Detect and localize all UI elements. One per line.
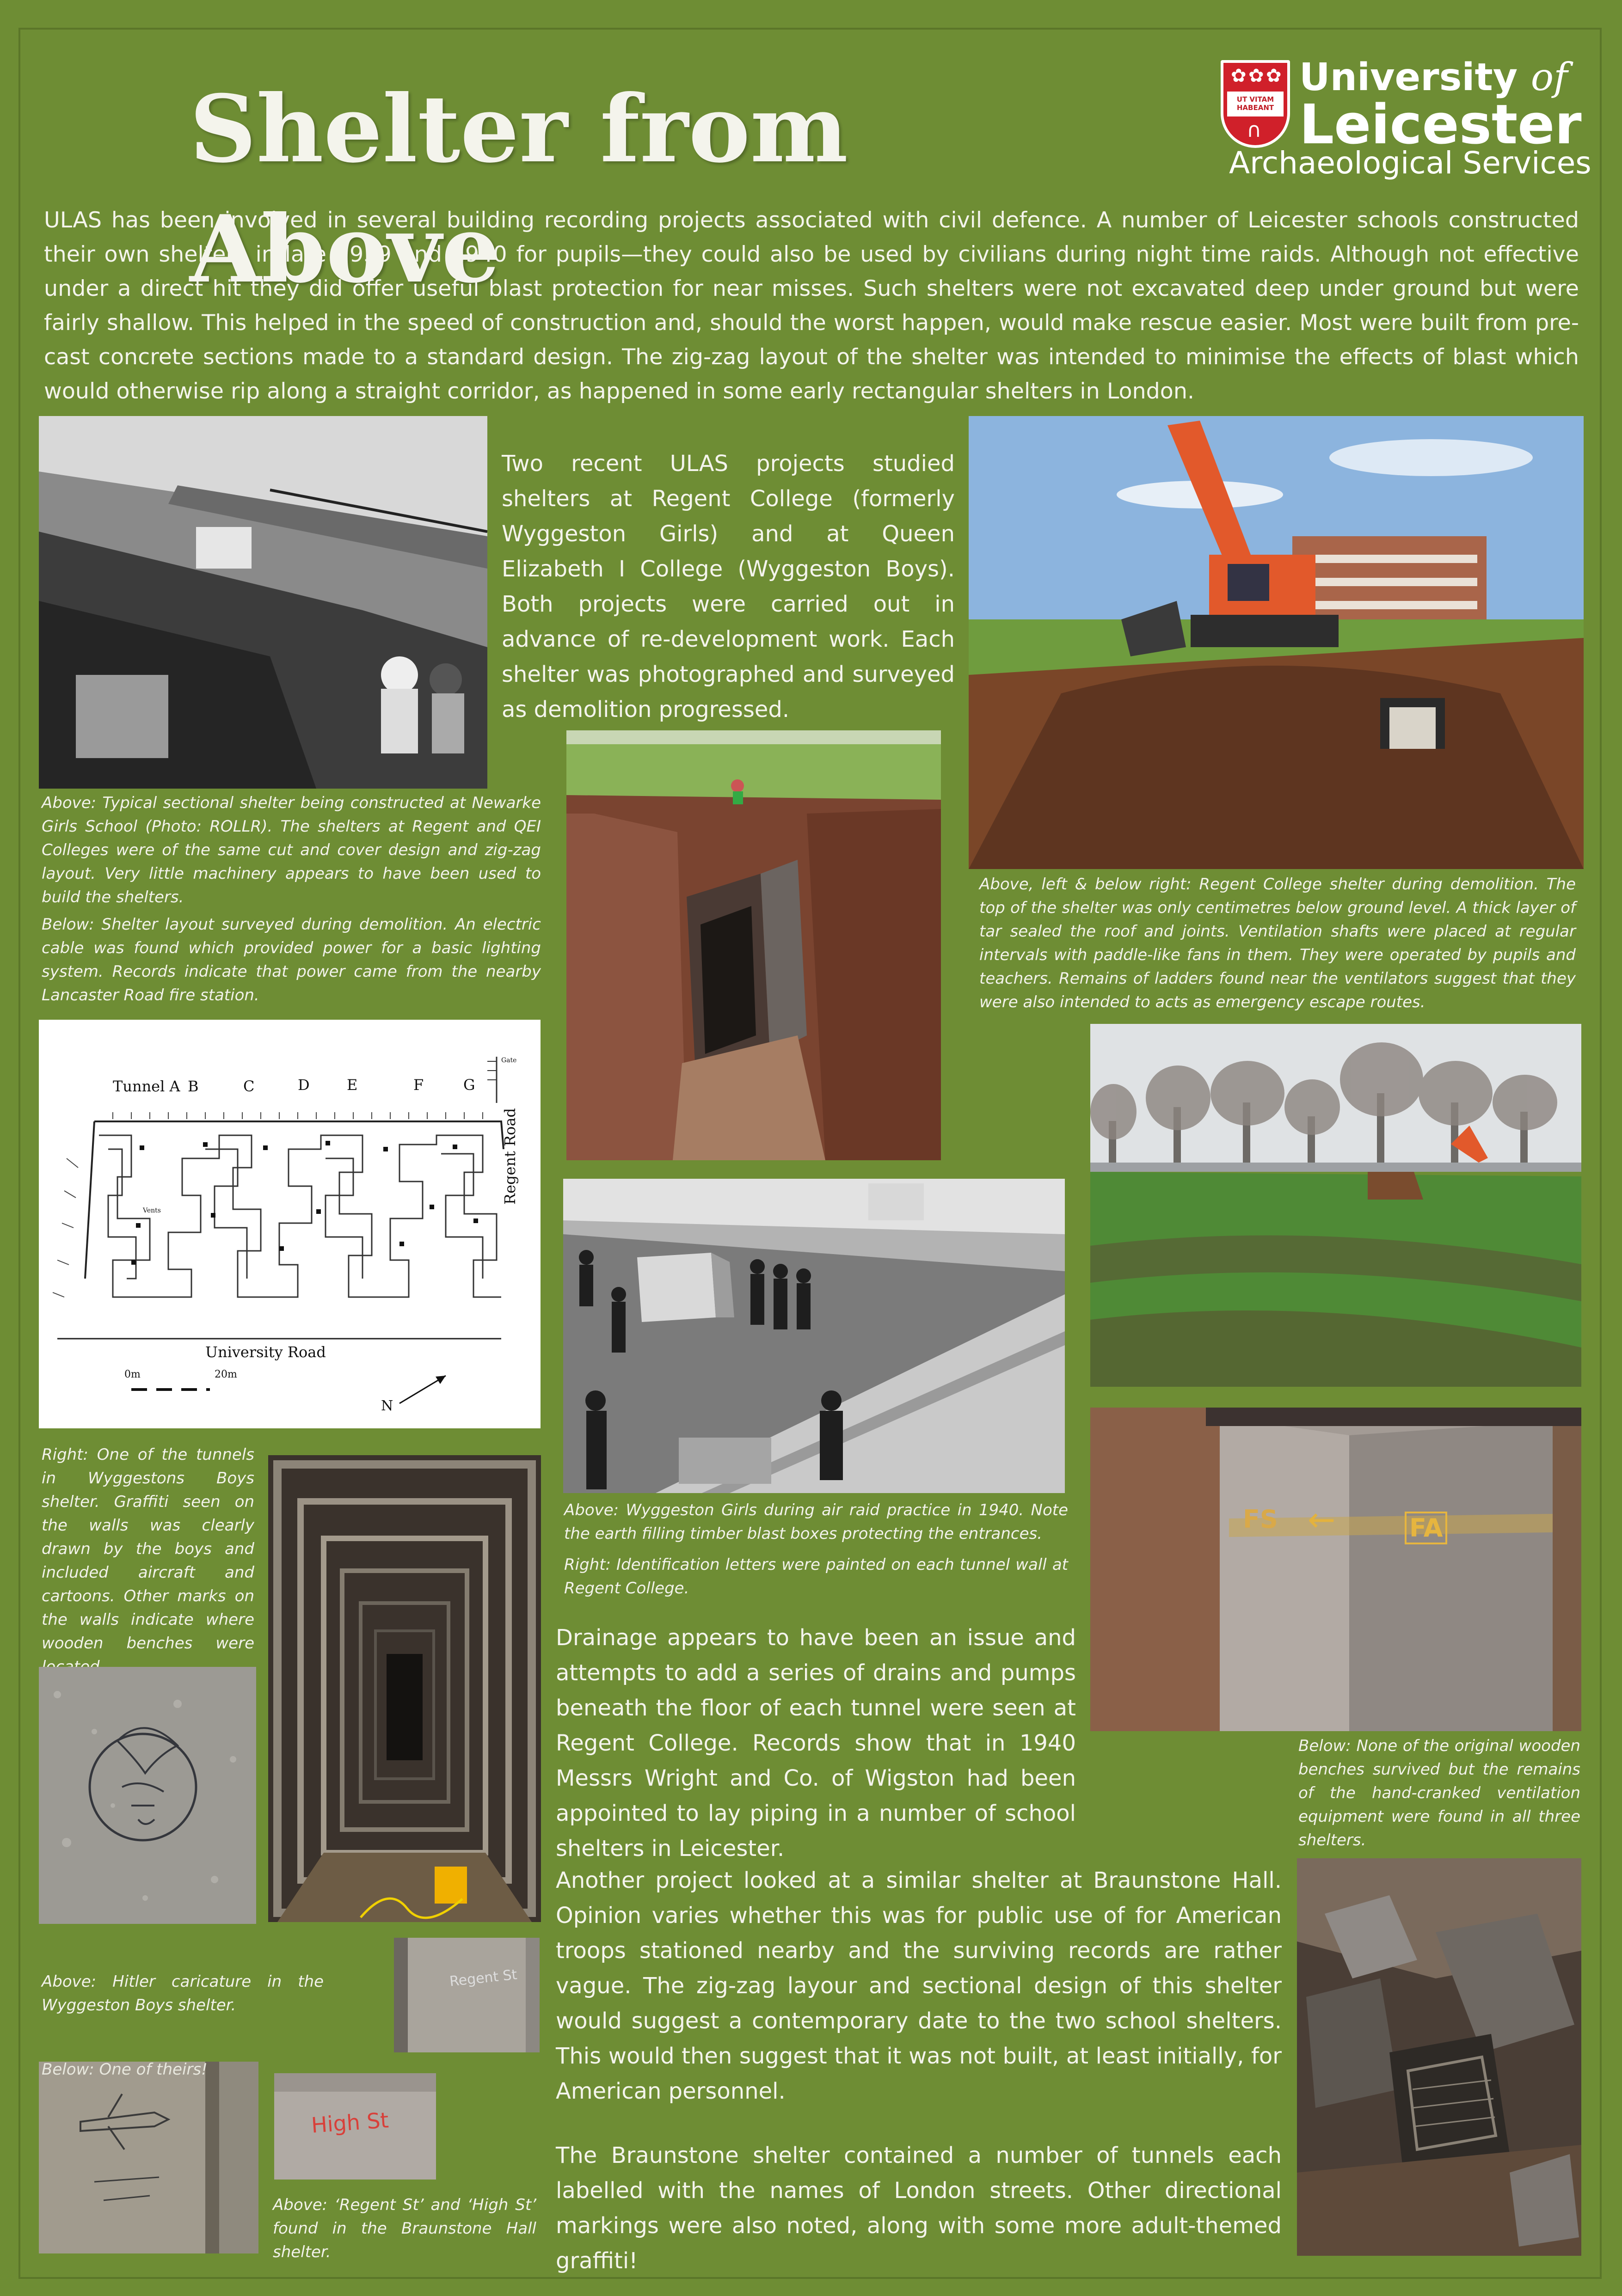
high-st-text: High St <box>310 2107 390 2138</box>
plan-scale-start: 0m <box>124 1369 141 1380</box>
intro-paragraph: ULAS has been involved in several building recording projects associated with civil defence. A number of Leicester schools constructed their own shelters in late 1939 and 1940 for pupils—they could also be used by civilians during night time raids. Although not effective under a direct hit they did offer useful blast protection for near misses. Such shelters were not excavated deep under ground but were fairly shallow. This helped in the speed of construction and, should the worst happen, would make rescue easier. Most were built from pre-cast concrete sections made to a standard design. The zig-zag layout of the shelter was intended to minimise the effects of blast which would otherwise rip along a straight corridor, as happened in some early rectangular shelters in London. <box>44 208 1579 404</box>
wall-arrow-icon: ← <box>1308 1500 1336 1539</box>
shelter-layout-plan <box>39 1020 541 1428</box>
tunnel-letters-photo <box>1090 1408 1581 1731</box>
plan-north-label: N <box>381 1398 393 1414</box>
caption-tunnels: Right: One of the tunnels in Wyggestons Boys shelter. Graffiti seen on the walls was clearly drawn by the boys and included aircraft and cartoons. Other marks on the walls indicate where wooden benches were <box>42 1445 254 1653</box>
air-raid-practice-photo <box>563 1179 1065 1493</box>
wall-letters-fs: FS <box>1243 1505 1278 1534</box>
caption-streets: Above: ‘Regent St’ and ‘High St’ found in the Braunstone Hall shelter. <box>273 2196 536 2261</box>
plan-tunnel-f-label: F <box>413 1076 424 1094</box>
plan-scale-end: 20m <box>215 1369 237 1380</box>
caption-newarke: Above: Typical sectional shelter being constructed at Newarke Girls School (Photo: ROLLR). The shelters at Regent and QEI Colleges were of the same cut and cover design and zig-zag layout. Very little machinery appears to have been used to build the shelters. <box>42 794 541 906</box>
braunstone-paragraph: Another project looked at a similar shelter at Braunstone Hall. Opinion varies whether this was for public use of for American troops stationed nearby and the surviving records are rather vague. The zig-zag layour and sectional design of this shelter would suggest a contemporary date to the two school shelters. This would then suggest that it was not built, at least initially, for American personnel. <box>556 1867 1282 2104</box>
school-field-photo <box>1090 1024 1581 1387</box>
projects-paragraph: Two recent ULAS projects studied shelters at Regent College (formerly Wyggeston Girls) and at Queen Elizabeth I College (Wyggeston Boys). Both projects were carried out in advance of re-development work. Each shelter was photographed and surveyed as demolition progressed. <box>502 451 955 722</box>
trench-tunnel-photo <box>566 730 941 1160</box>
caption-air-raid: Above: Wyggeston Girls during air raid practice in 1940. Note the earth filling timber blast boxes protecting the entrances. <box>564 1501 1068 1543</box>
crest-motto: UT VITAM HABEANT <box>1227 92 1284 116</box>
caption-benches: Below: None of the original wooden benches survived but the remains of the hand-cranked ventilation equipment were found in all three shelters. <box>1298 1737 1580 1849</box>
plan-tunnel-d-label: D <box>298 1076 310 1094</box>
drainage-paragraph: Drainage appears to have been an issue and attempts to add a series of drains and pumps beneath the floor of each tunnel were seen at Regent College. Records show that in 1940 Messrs Wright and Co. of Wigston had been appointed to lay piping in a number of school shelters in Leicester. <box>556 1625 1076 1861</box>
logo-department: Archaeological Services <box>1229 145 1591 181</box>
streets-paragraph: The Braunstone shelter contained a number of tunnels each labelled with the names of London streets. Other directional markings were also noted, along with some more adult-themed graffiti! <box>556 2143 1282 2274</box>
logo-name: Leicester <box>1299 92 1582 156</box>
university-logo <box>1221 55 1591 190</box>
plan-vents-label: Vents <box>143 1207 161 1214</box>
regent-st-graffiti-photo <box>394 1938 540 2052</box>
excavator-demolition-photo <box>969 416 1584 869</box>
caption-layout: Below: Shelter layout surveyed during demolition. An electric cable was found which provided power for a basic lighting system. Records indicate that power came from the nearby Lancaster Road fire station. <box>42 915 541 1004</box>
high-st-graffiti-photo <box>274 2073 436 2180</box>
plan-tunnel-c-label: C <box>243 1078 255 1095</box>
caption-letters: Right: Identification letters were painted on each tunnel wall at Regent College. <box>564 1555 1068 1598</box>
plan-tunnel-e-label: E <box>347 1076 358 1094</box>
caption-demolition: Above, left & below right: Regent College shelter during demolition. The top of the shelter was only centimetres below ground level. A thick layer of tar sealed the roof and joints. Ventilation shafts were placed at regular intervals with paddle-like fans in them. They were operated by pupils and teachers. Remains of ladders found near the ventilators suggest that they were also intended to acts as emergency escape routes. <box>979 875 1576 1011</box>
hitler-caricature-photo <box>39 1667 256 1924</box>
regent-st-text: Regent St <box>449 1966 518 1990</box>
wall-letters-fa: FA <box>1405 1512 1447 1544</box>
long-tunnel-photo <box>268 1455 541 1922</box>
plan-regent-road-label: Regent Road <box>501 1108 519 1205</box>
page-title: Shelter from Above <box>190 75 848 304</box>
plan-university-road-label: University Road <box>205 1343 326 1361</box>
plan-tunnel-g-label: G <box>463 1076 475 1094</box>
aircraft-graffiti-photo <box>39 2062 258 2253</box>
plan-gate-label: Gate <box>501 1057 517 1064</box>
caption-theirs: Below: One of theirs! <box>42 2060 208 2079</box>
plan-tunnel-a-label: Tunnel A <box>113 1078 180 1095</box>
ventilation-remains-photo <box>1297 1858 1581 2256</box>
crest-icon: ✿ ✿ ✿ UT VITAM HABEANT ∩ <box>1221 60 1290 148</box>
caption-hitler: Above: Hitler caricature in the Wyggeston Boys shelter. <box>42 1972 324 2014</box>
logo-university-line: University of <box>1299 55 1568 99</box>
newarke-construction-photo <box>39 416 487 789</box>
plan-tunnel-b-label: B <box>188 1078 199 1095</box>
